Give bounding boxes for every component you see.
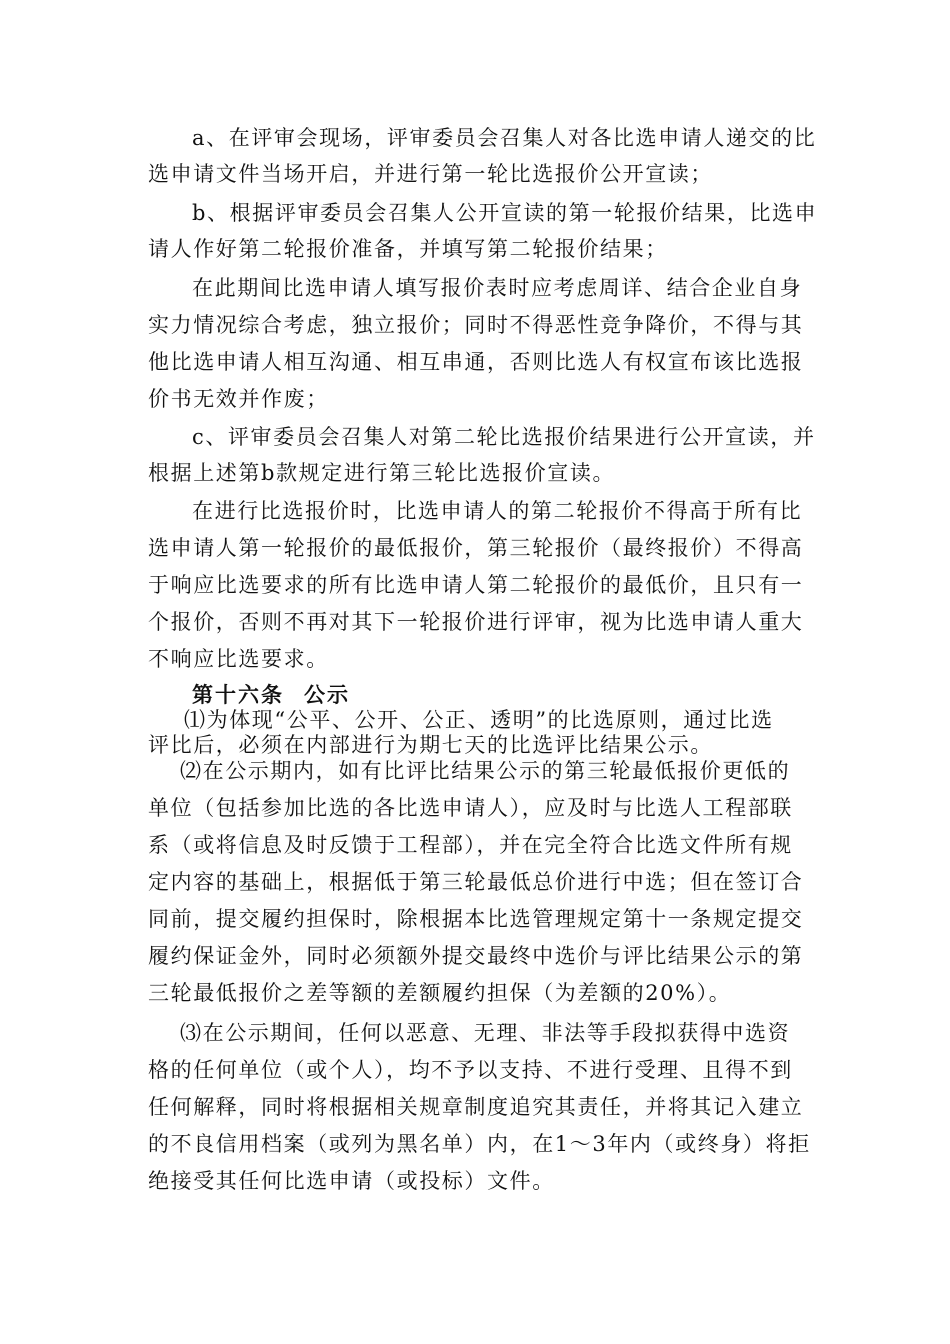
article-number: 第十六条 bbox=[192, 683, 284, 707]
para-period-line-4: 价书无效并作废； bbox=[148, 387, 329, 411]
item-2-line-5: 同前，提交履约担保时，除根据本比选管理规定第十一条规定提交 bbox=[148, 907, 804, 931]
para-a-line-2: 选申请文件当场开启，并进行第一轮比选报价公开宣读； bbox=[148, 162, 713, 186]
item-2-line-7: 三轮最低报价之差等额的差额履约担保（为差额的20%）。 bbox=[148, 981, 732, 1005]
para-a-line-1: a、在评审会现场，评审委员会召集人对各比选申请人递交的比 bbox=[192, 126, 817, 150]
item-1-line-1: ⑴为体现“公平、公开、公正、透明”的比选原则，通过比选 bbox=[184, 708, 774, 732]
article-title: 公示 bbox=[304, 683, 350, 707]
para-period-line-1: 在此期间比选申请人填写报价表时应考虑周详、结合企业自身 bbox=[192, 276, 803, 300]
item-2-line-6: 履约保证金外，同时必须额外提交最终中选价与评比结果公示的第 bbox=[148, 944, 804, 968]
item-2-line-3: 系（或将信息及时反馈于工程部），并在完全符合比选文件所有规 bbox=[148, 833, 793, 857]
para-quote-line-1: 在进行比选报价时，比选申请人的第二轮报价不得高于所有比 bbox=[192, 499, 803, 523]
para-quote-line-4: 个报价，否则不再对其下一轮报价进行评审，视为比选申请人重大 bbox=[148, 610, 804, 634]
item-2-line-2: 单位（包括参加比选的各比选申请人），应及时与比选人工程部联 bbox=[148, 796, 793, 820]
item-2-line-4: 定内容的基础上，根据低于第三轮最低总价进行中选；但在签订合 bbox=[148, 870, 804, 894]
item-3-line-4: 的不良信用档案（或列为黑名单）内，在1～3年内（或终身）将拒 bbox=[148, 1132, 811, 1156]
para-c-line-1: c、评审委员会召集人对第二轮比选报价结果进行公开宣读，并 bbox=[192, 425, 816, 449]
para-quote-line-2: 选申请人第一轮报价的最低报价，第三轮报价（最终报价）不得高 bbox=[148, 536, 804, 560]
para-quote-line-3: 于响应比选要求的所有比选申请人第二轮报价的最低价，且只有一 bbox=[148, 573, 804, 597]
para-period-line-3: 他比选申请人相互沟通、相互串通，否则比选人有权宣布该比选报 bbox=[148, 350, 804, 374]
item-3-line-1: ⑶在公示期间，任何以恶意、无理、非法等手段拟获得中选资 bbox=[180, 1021, 791, 1045]
article-heading bbox=[192, 681, 852, 709]
para-b-line-2: 请人作好第二轮报价准备，并填写第二轮报价结果； bbox=[148, 237, 668, 261]
item-1-line-2: 评比后，必须在内部进行为期七天的比选评比结果公示。 bbox=[148, 733, 713, 757]
para-c-line-2: 根据上述第b款规定进行第三轮比选报价宣读。 bbox=[148, 461, 616, 485]
item-2-line-1: ⑵在公示期内，如有比评比结果公示的第三轮最低报价更低的 bbox=[180, 759, 791, 783]
item-3-line-2: 格的任何单位（或个人），均不予以支持、不进行受理、且得不到 bbox=[148, 1058, 793, 1082]
para-period-line-2: 实力情况综合考虑，独立报价；同时不得恶性竞争降价，不得与其 bbox=[148, 313, 804, 337]
para-b-line-1: b、根据评审委员会召集人公开宣读的第一轮报价结果，比选申 bbox=[192, 201, 818, 225]
item-3-line-3: 任何解释，同时将根据相关规章制度追究其责任，并将其记入建立 bbox=[148, 1095, 804, 1119]
para-quote-line-5: 不响应比选要求。 bbox=[148, 647, 329, 671]
item-3-line-5: 绝接受其任何比选申请（或投标）文件。 bbox=[148, 1169, 555, 1193]
